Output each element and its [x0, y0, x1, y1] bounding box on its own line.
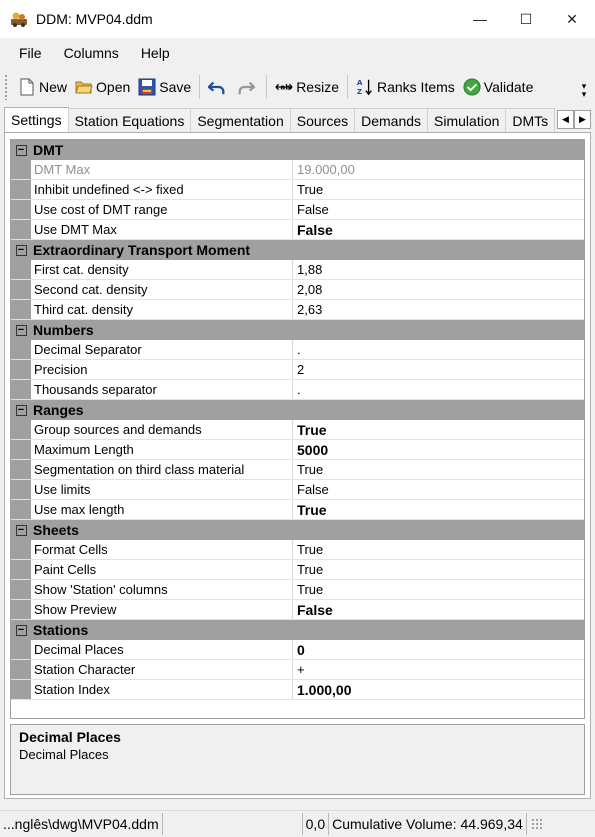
property-value[interactable]: False: [297, 221, 333, 238]
tab-dmts[interactable]: DMTs: [505, 108, 555, 132]
property-row[interactable]: [11, 460, 584, 480]
property-value[interactable]: 19.000,00: [297, 162, 355, 177]
row-margin: [11, 460, 31, 479]
property-row[interactable]: [11, 420, 584, 440]
property-name[interactable]: Use cost of DMT range: [31, 200, 293, 219]
resize-label: Resize: [296, 79, 339, 95]
tab-settings[interactable]: Settings: [4, 107, 69, 132]
row-margin: [11, 640, 31, 659]
ranks-items-label: Ranks Items: [376, 79, 455, 95]
property-row[interactable]: [11, 660, 584, 680]
minimize-icon: —: [473, 11, 487, 27]
row-margin: [11, 340, 31, 359]
row-margin: [11, 280, 31, 299]
property-value[interactable]: .: [297, 382, 301, 397]
undo-button[interactable]: [204, 73, 233, 101]
status-bar: [0, 810, 595, 837]
description-text: Decimal Places: [19, 747, 109, 762]
property-value[interactable]: True: [297, 182, 324, 197]
svg-text:Z: Z: [356, 87, 363, 97]
property-name[interactable]: Paint Cells: [31, 560, 293, 579]
menu-columns[interactable]: Columns: [63, 45, 119, 61]
property-row[interactable]: [11, 360, 584, 380]
ranks-items-button[interactable]: [352, 73, 459, 101]
status-file-path: ...nglês\dwg\MVP04.ddm: [0, 813, 163, 835]
row-margin: [11, 580, 31, 599]
property-value[interactable]: 1.000,00: [297, 681, 352, 698]
category-header[interactable]: [11, 400, 584, 420]
property-name[interactable]: Segmentation on third class material: [31, 460, 293, 479]
property-value[interactable]: 1,88: [297, 262, 323, 277]
property-value[interactable]: False: [297, 202, 329, 217]
collapse-toggle-icon[interactable]: −: [11, 320, 31, 340]
property-name[interactable]: Precision: [31, 360, 293, 379]
tab-scroll-left-icon[interactable]: ◀: [557, 110, 574, 129]
property-value[interactable]: False: [297, 482, 329, 497]
maximize-button[interactable]: [503, 0, 549, 38]
property-row[interactable]: [11, 340, 584, 360]
property-name[interactable]: Decimal Separator: [31, 340, 293, 359]
description-pane: [10, 724, 585, 795]
property-row[interactable]: [11, 480, 584, 500]
property-name[interactable]: Show 'Station' columns: [31, 580, 293, 599]
category-header[interactable]: [11, 520, 584, 540]
minimize-button[interactable]: [457, 0, 503, 38]
property-value[interactable]: True: [297, 582, 324, 597]
validate-button[interactable]: [459, 73, 538, 101]
save-label: Save: [159, 79, 192, 95]
property-row[interactable]: [11, 600, 584, 620]
property-name[interactable]: Use max length: [31, 500, 293, 519]
save-icon: [138, 78, 156, 96]
toolbar-separator: [347, 75, 348, 99]
check-circle-icon: [463, 78, 481, 96]
row-margin: [11, 380, 31, 399]
property-row[interactable]: [11, 580, 584, 600]
save-button[interactable]: [134, 73, 195, 101]
row-margin: [11, 260, 31, 279]
collapse-toggle-icon[interactable]: −: [11, 520, 31, 540]
property-row[interactable]: [11, 380, 584, 400]
property-row[interactable]: [11, 440, 584, 460]
category-label: Ranges: [33, 402, 84, 418]
row-margin: [11, 300, 31, 319]
tab-demands[interactable]: Demands: [354, 108, 428, 132]
open-label: Open: [96, 79, 131, 95]
property-name[interactable]: Use limits: [31, 480, 293, 499]
redo-icon: [237, 78, 255, 96]
new-button[interactable]: [14, 73, 71, 101]
property-name[interactable]: Second cat. density: [31, 280, 293, 299]
property-row[interactable]: [11, 280, 584, 300]
category-header[interactable]: [11, 620, 584, 640]
validate-label: Validate: [483, 79, 534, 95]
svg-text:A: A: [356, 78, 363, 88]
property-value[interactable]: True: [297, 562, 324, 577]
property-value[interactable]: +: [297, 662, 305, 677]
tab-scroll-buttons: [557, 110, 591, 129]
status-volume: Cumulative Volume: 44.969,34: [329, 813, 527, 835]
property-name[interactable]: DMT Max: [31, 160, 293, 179]
undo-icon: [208, 78, 226, 96]
tab-station-equations[interactable]: Station Equations: [68, 108, 192, 132]
row-margin: [11, 680, 31, 699]
property-name[interactable]: Group sources and demands: [31, 420, 293, 439]
svg-text:ab: ab: [280, 82, 291, 92]
property-row[interactable]: [11, 500, 584, 520]
property-value[interactable]: .: [297, 342, 301, 357]
category-label: DMT: [33, 142, 64, 158]
property-row[interactable]: [11, 200, 584, 220]
category-header[interactable]: [11, 320, 584, 340]
window-title: DDM: MVP04.ddm: [36, 11, 153, 27]
toolbar: [0, 68, 595, 106]
redo-button[interactable]: [233, 73, 262, 101]
app-icon: [10, 10, 28, 28]
property-row[interactable]: [11, 680, 584, 700]
category-header[interactable]: [11, 140, 584, 160]
toolbar-grip[interactable]: [4, 74, 8, 100]
close-icon: ✕: [566, 10, 578, 27]
tab-segmentation[interactable]: Segmentation: [190, 108, 290, 132]
collapse-toggle-icon[interactable]: −: [11, 140, 31, 160]
property-value[interactable]: 2: [297, 362, 305, 377]
property-value[interactable]: True: [297, 501, 327, 518]
property-row[interactable]: [11, 260, 584, 280]
row-margin: [11, 600, 31, 619]
property-row[interactable]: [11, 640, 584, 660]
property-value[interactable]: True: [297, 542, 324, 557]
property-name[interactable]: Format Cells: [31, 540, 293, 559]
row-margin: [11, 200, 31, 219]
property-name[interactable]: Inhibit undefined <-> fixed: [31, 180, 293, 199]
status-coords: 0,0: [303, 813, 329, 835]
category-header[interactable]: [11, 240, 584, 260]
property-name[interactable]: Maximum Length: [31, 440, 293, 459]
property-row[interactable]: [11, 180, 584, 200]
property-value[interactable]: False: [297, 601, 333, 618]
property-value[interactable]: True: [297, 421, 327, 438]
resize-grip-icon[interactable]: [531, 818, 543, 830]
property-name[interactable]: Show Preview: [31, 600, 293, 619]
row-margin: [11, 540, 31, 559]
row-margin: [11, 220, 31, 239]
property-grid: [10, 139, 585, 719]
property-value[interactable]: 2,63: [297, 302, 323, 317]
category-label: Sheets: [33, 522, 79, 538]
new-file-icon: [18, 78, 36, 96]
menu-bar: [0, 38, 595, 68]
row-margin: [11, 180, 31, 199]
property-name[interactable]: Use DMT Max: [31, 220, 293, 239]
toolbar-overflow-icon[interactable]: ▾ ▾: [581, 81, 587, 99]
property-row[interactable]: [11, 220, 584, 240]
toolbar-separator: [199, 75, 200, 99]
row-margin: [11, 420, 31, 439]
description-title: Decimal Places: [19, 729, 121, 745]
category-label: Stations: [33, 622, 89, 638]
property-row[interactable]: [11, 300, 584, 320]
property-row[interactable]: [11, 540, 584, 560]
property-name[interactable]: Thousands separator: [31, 380, 293, 399]
property-value[interactable]: 2,08: [297, 282, 323, 297]
sort-az-icon: [356, 78, 374, 96]
status-empty-cell: [163, 813, 303, 835]
open-folder-icon: [75, 78, 93, 96]
collapse-toggle-icon[interactable]: −: [11, 400, 31, 420]
category-label: Extraordinary Transport Moment: [33, 242, 251, 258]
collapse-toggle-icon[interactable]: −: [11, 240, 31, 260]
collapse-toggle-icon[interactable]: −: [11, 620, 31, 640]
property-name[interactable]: Third cat. density: [31, 300, 293, 319]
property-value[interactable]: 5000: [297, 441, 329, 458]
property-name[interactable]: Decimal Places: [31, 640, 293, 659]
row-margin: [11, 160, 31, 179]
tab-simulation[interactable]: Simulation: [427, 108, 506, 132]
row-margin: [11, 500, 31, 519]
tab-strip: [4, 108, 591, 132]
property-name[interactable]: Station Character: [31, 660, 293, 679]
resize-button[interactable]: [271, 73, 343, 101]
menu-help[interactable]: Help: [140, 45, 170, 61]
property-value[interactable]: 0: [297, 641, 305, 658]
row-margin: [11, 560, 31, 579]
toolbar-separator: [266, 75, 267, 99]
resize-icon: [275, 78, 293, 96]
row-margin: [11, 480, 31, 499]
open-button[interactable]: [71, 73, 134, 101]
property-name[interactable]: First cat. density: [31, 260, 293, 279]
maximize-icon: ☐: [519, 10, 533, 27]
property-row[interactable]: [11, 160, 584, 180]
property-value[interactable]: True: [297, 462, 324, 477]
close-button[interactable]: [549, 0, 595, 38]
menu-file[interactable]: File: [19, 45, 42, 61]
settings-panel: [4, 132, 591, 799]
row-margin: [11, 660, 31, 679]
row-margin: [11, 440, 31, 459]
tab-sources[interactable]: Sources: [290, 108, 355, 132]
category-label: Numbers: [33, 322, 94, 338]
title-bar: [0, 0, 595, 38]
row-margin: [11, 360, 31, 379]
tab-scroll-right-icon[interactable]: ▶: [574, 110, 591, 129]
property-row[interactable]: [11, 560, 584, 580]
property-name[interactable]: Station Index: [31, 680, 293, 699]
new-label: New: [39, 79, 68, 95]
